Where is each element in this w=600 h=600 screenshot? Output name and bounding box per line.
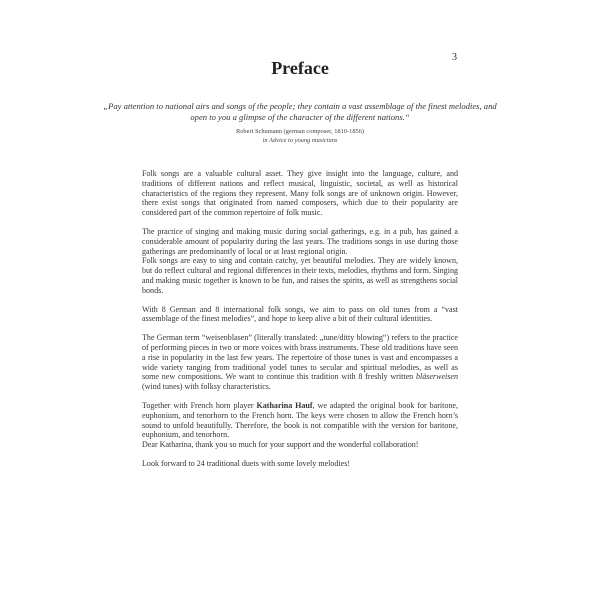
paragraph-social-gatherings: The practice of singing and making music during social gatherings, e.g. in a pub, has gained a considerable amount of popularity during the last years. The traditions songs in use during those gatherings are predominantly of local or at least regional origin.	[142, 226, 458, 256]
page-title: Preface	[271, 58, 329, 78]
quote-attribution	[100, 128, 500, 145]
blaeserweisen-term: bläserweisen	[415, 372, 458, 382]
collaboration-intro: Together with French horn player	[142, 400, 257, 410]
paragraph-french-horn	[142, 401, 458, 440]
paragraph-weisenblasen	[142, 333, 458, 392]
collaborator-name: Katharina Hauf	[256, 400, 313, 410]
attribution-source: in Advice to young musicians	[262, 136, 338, 144]
paragraph-thanks: Dear Katharina, thank you so much for your support and the wonderful collaboration!	[142, 440, 419, 450]
attribution-author: Robert Schumann (german composer, 1810-1856)	[235, 128, 365, 135]
paragraph-catchy-melodies: Folk songs are easy to sing and contain catchy, yet beautiful melodies. They are widely known, but do reflect cultural and regional differences in their texts, melodies, rhythms and form. Singing and making music together is known to be fun, and raises the spirits, as well as strengthens social bonds.	[142, 256, 458, 295]
paragraph-closing: Look forward to 24 traditional duets with some lovely melodies!	[142, 458, 351, 468]
page-number: 3	[452, 52, 457, 63]
wind-tunes-text: (wind tunes) with folksy characteristics.	[142, 382, 271, 392]
preface-body	[142, 169, 458, 478]
weisenblasen-text: The German term “weisenblasen” (literally translated: „tune/ditty blowing“) refers to the practice of performing pieces in two or more voices with brass instruments. These old traditions have seen a rise in popularity in the last few years. The repertoire of those tunes is vast and encompasses a wide variety ranging from traditional yodel tunes to secular and spiritual melodies, as well as some new compositions. We want to continue this tradition with 8 freshly written	[142, 333, 458, 382]
collaboration-text: , we adapted the original book for baritone, euphonium, and tenorhorn to the French horn. The keys were chosen to allow the French horn’s sound to unfold beautifully. Therefore, the book is not compatible with the version for baritone, euphonium, and tenorhorn.	[142, 400, 458, 440]
paragraph-song-selection: With 8 German and 8 international folk songs, we aim to pass on old tunes from a “vast assemblage of the finest melodies”, and hope to keep alive a bit of their cultural identities.	[142, 304, 458, 324]
epigraph-quote: „Pay attention to national airs and songs of the people; they contain a vast assemblage of the finest melodies, and open to you a glimpse of the character of the different nations.“	[103, 101, 497, 122]
paragraph-folk-songs: Folk songs are a valuable cultural asset. They give insight into the language, culture, and traditions of different nations and reflect musical, linguistic, societal, as well as historical characteristics of the regions they represent. Many folk songs are of unknown origin. However, there exist songs that originated from named composers, which due to their popularity are considered part of the common repertoire of folk music.	[142, 169, 458, 218]
